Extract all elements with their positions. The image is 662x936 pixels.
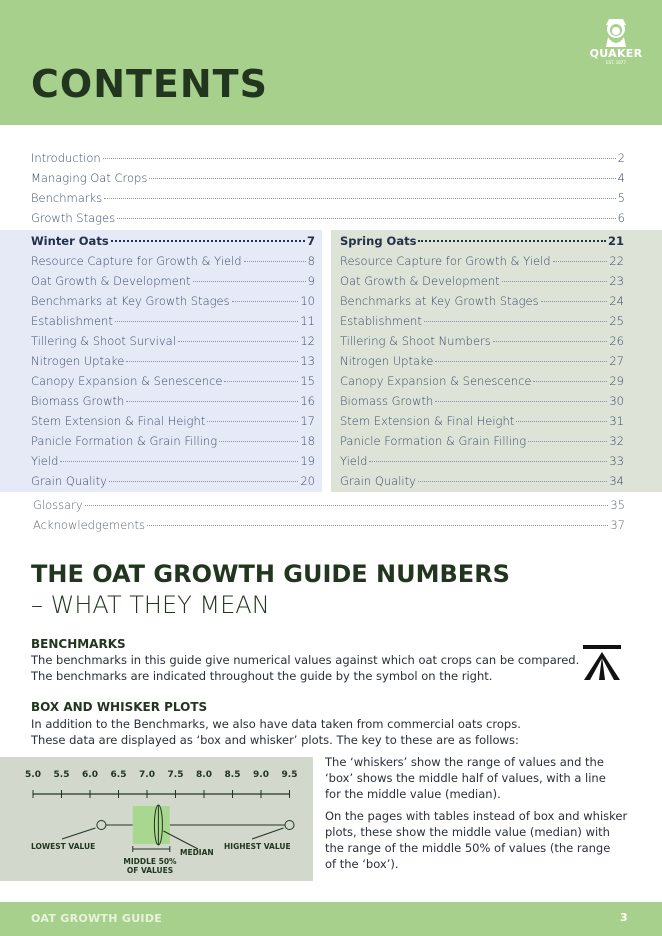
toc-entry[interactable]: Grain Quality 20 — [31, 474, 315, 488]
boxwhisker-text-1: In addition to the Benchmarks, we also have data taken from commercial oats crops. — [31, 717, 521, 731]
scale-label: 6.0 — [82, 770, 98, 780]
toc-entry[interactable]: Establishment 11 — [31, 314, 315, 328]
page-number: 3 — [620, 911, 628, 924]
spring-oats-heading[interactable]: Spring Oats 21 — [340, 234, 624, 248]
toc-entry[interactable]: Resource Capture for Growth & Yield 8 — [31, 254, 315, 268]
benchmarks-heading: BENCHMARKS — [31, 637, 126, 651]
logo-subtext: EST. 1877 — [606, 60, 626, 65]
winter-oats-heading[interactable]: Winter Oats 7 — [31, 234, 315, 248]
boxwhisker-heading: BOX AND WHISKER PLOTS — [31, 700, 208, 714]
toc-entry[interactable]: Stem Extension & Final Height 31 — [340, 414, 624, 428]
toc-entry[interactable]: Growth Stages 6 — [31, 211, 625, 225]
scale-label: 7.5 — [167, 770, 184, 780]
toc-entry[interactable]: Nitrogen Uptake 13 — [31, 354, 315, 368]
toc-entry[interactable]: Panicle Formation & Grain Filling 32 — [340, 434, 624, 448]
toc-entry[interactable]: Managing Oat Crops 4 — [31, 171, 625, 185]
toc-entry[interactable]: Nitrogen Uptake 27 — [340, 354, 624, 368]
toc-entry[interactable]: Benchmarks at Key Growth Stages 10 — [31, 294, 315, 308]
median-label: MEDIAN — [180, 848, 214, 857]
footer-band — [0, 902, 662, 936]
benchmarks-text-1: The benchmarks in this guide give numerical values against which oat crops can be compared. — [31, 653, 580, 667]
scale-label: 5.0 — [25, 770, 41, 780]
toc-entry[interactable]: Benchmarks 5 — [31, 191, 625, 205]
toc-entry[interactable]: Stem Extension & Final Height 17 — [31, 414, 315, 428]
box-whisker-key-diagram — [0, 757, 313, 881]
section-title: THE OAT GROWTH GUIDE NUMBERS — [31, 560, 510, 588]
toc-entry[interactable]: Tillering & Shoot Survival 12 — [31, 334, 315, 348]
toc-entry[interactable]: Benchmarks at Key Growth Stages 24 — [340, 294, 624, 308]
toc-entry[interactable]: Establishment 25 — [340, 314, 624, 328]
toc-entry[interactable]: Oat Growth & Development 23 — [340, 274, 624, 288]
toc-entry[interactable]: Biomass Growth 16 — [31, 394, 315, 408]
benchmarks-text-2: The benchmarks are indicated throughout the guide by the symbol on the right. — [31, 669, 493, 683]
toc-entry[interactable]: Biomass Growth 30 — [340, 394, 624, 408]
scale-label: 9.5 — [281, 770, 298, 780]
toc-entry[interactable]: Oat Growth & Development 9 — [31, 274, 315, 288]
toc-entry[interactable]: Yield 33 — [340, 454, 624, 468]
header-band — [0, 0, 662, 125]
scale-label: 6.5 — [110, 770, 127, 780]
scale-label: 8.0 — [196, 770, 212, 780]
toc-entry[interactable]: Canopy Expansion & Senescence 29 — [340, 374, 624, 388]
scale-label: 7.0 — [139, 770, 155, 780]
middle-50-label: MIDDLE 50% — [123, 857, 177, 866]
logo-wordmark: QUAKER — [589, 47, 643, 60]
lowest-value-marker — [97, 821, 106, 830]
boxwhisker-desc-2: On the pages with tables instead of box and whisker plots, these show the middle value (median) with the range of the middle 50% of values (the range of the ‘box’). — [325, 809, 628, 871]
toc-entry[interactable]: Grain Quality 34 — [340, 474, 624, 488]
toc-entry[interactable]: Introduction 2 — [31, 151, 625, 165]
boxwhisker-desc-1: The ‘whiskers’ show the range of values and the ‘box’ shows the middle half of values, with a line for the middle value (median). — [325, 755, 606, 801]
highest-value-label: HIGHEST VALUE — [224, 842, 291, 851]
toc-entry[interactable]: Panicle Formation & Grain Filling 18 — [31, 434, 315, 448]
toc-entry[interactable]: Canopy Expansion & Senescence 15 — [31, 374, 315, 388]
scale-label: 8.5 — [224, 770, 241, 780]
lowest-arrow — [62, 828, 95, 839]
quaker-figure-icon — [586, 15, 646, 49]
toc-entry[interactable]: Resource Capture for Growth & Yield 22 — [340, 254, 624, 268]
middle-50-label-2: OF VALUES — [126, 866, 174, 875]
highest-arrow — [252, 828, 284, 839]
benchmark-symbol-icon — [582, 644, 622, 682]
quaker-logo — [586, 15, 646, 67]
toc-entry[interactable]: Glossary 35 — [33, 498, 625, 512]
section-subtitle: – WHAT THEY MEAN — [31, 591, 270, 619]
toc-entry[interactable]: Tillering & Shoot Numbers 26 — [340, 334, 624, 348]
scale-label: 5.5 — [53, 770, 70, 780]
footer-title: OAT GROWTH GUIDE — [31, 912, 163, 925]
highest-value-marker — [285, 821, 294, 830]
page-title: CONTENTS — [31, 62, 268, 106]
toc-entry[interactable]: Yield 19 — [31, 454, 315, 468]
scale-label: 9.0 — [253, 770, 269, 780]
lowest-value-label: LOWEST VALUE — [31, 842, 96, 851]
box-middle-50 — [133, 806, 170, 844]
toc-entry[interactable]: Acknowledgements 37 — [33, 518, 625, 532]
boxwhisker-text-2: These data are displayed as ‘box and whisker’ plots. The key to these are as follows: — [31, 733, 519, 747]
